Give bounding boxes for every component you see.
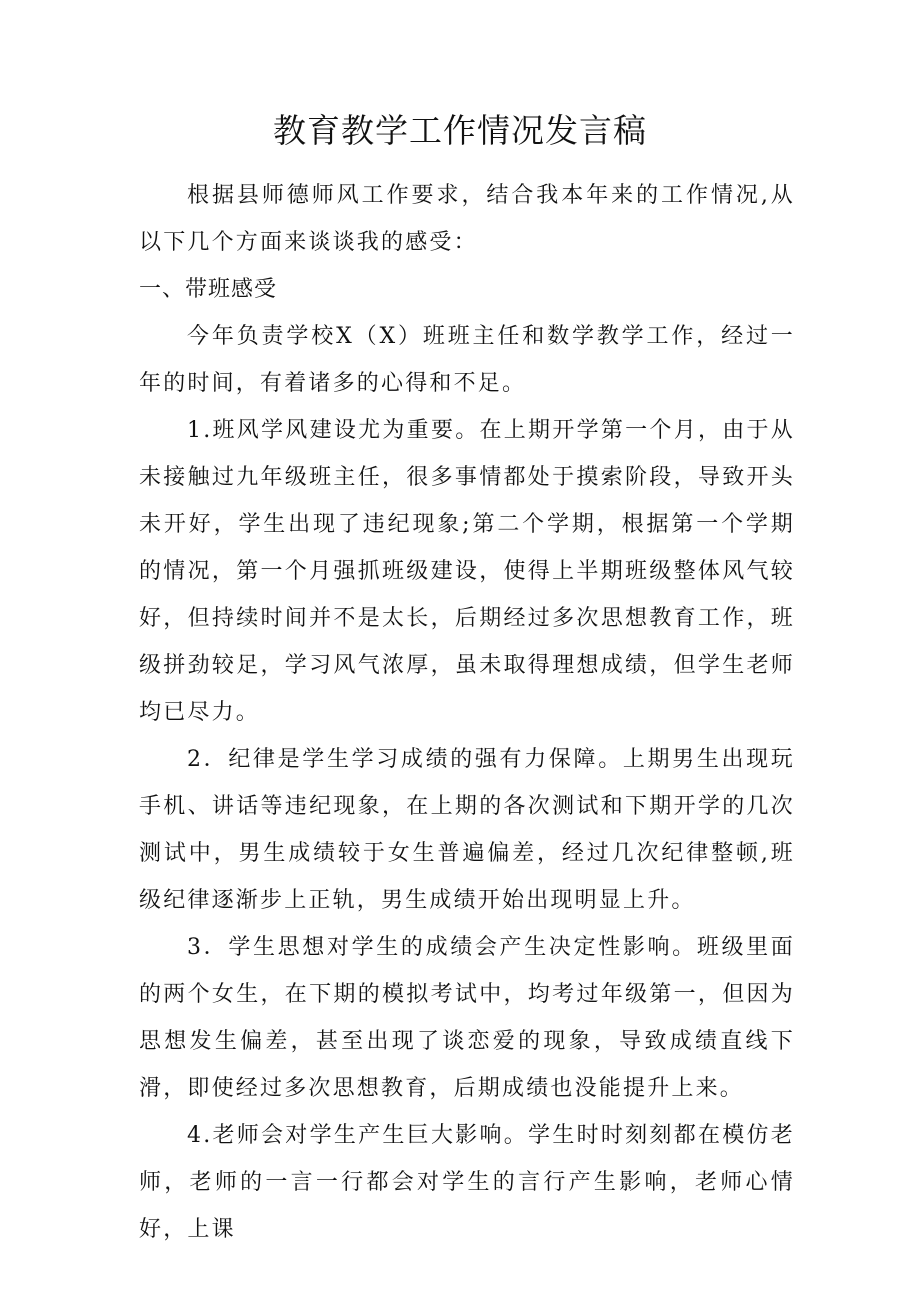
section-heading: 一、带班感受 <box>139 277 278 302</box>
point-paragraph-3: 3．学生思想对学生的成绩会产生决定性影响。班级里面的两个女生，在下期的模拟考试中，均考过年级第一，但因为思想发生偏差，甚至出现了谈恋爱的现象，导致成绩直线下滑，即使经过多次思想教育，后期成绩也没能提升上来。 <box>139 935 795 1101</box>
section-intro-paragraph: 今年负责学校X（X）班班主任和数学教学工作，经过一年的时间，有着诸多的心得和不足。 <box>139 324 795 396</box>
point-paragraph-1: 1.班风学风建设尤为重要。在上期开学第一个月，由于从未接触过九年级班主任，很多事情都处于摸索阶段，导致开头未开好，学生出现了违纪现象;第二个学期，根据第一个学期的情况，第一个月强抓班级建设，使得上半期班级整体风气较好，但持续时间并不是太长，后期经过多次思想教育工作，班级拼劲较足，学习风气浓厚，虽未取得理想成绩，但学生老师均已尽力。 <box>139 418 795 725</box>
document-title: 教育教学工作情况发言稿 <box>273 111 647 150</box>
point-paragraph-4: 4.老师会对学生产生巨大影响。学生时时刻刻都在模仿老师，老师的一言一行都会对学生的言行产生影响，老师心情好，上课 <box>139 1123 795 1242</box>
intro-paragraph: 根据县师德师风工作要求，结合我本年来的工作情况,从以下几个方面来谈谈我的感受： <box>139 183 795 255</box>
document-body <box>139 172 795 1253</box>
point-paragraph-2: 2．纪律是学生学习成绩的强有力保障。上期男生出现玩手机、讲话等违纪现象，在上期的各次测试和下期开学的几次测试中，男生成绩较于女生普遍偏差，经过几次纪律整顿,班级纪律逐渐步上正轨，男生成绩开始出现明显上升。 <box>139 747 795 913</box>
